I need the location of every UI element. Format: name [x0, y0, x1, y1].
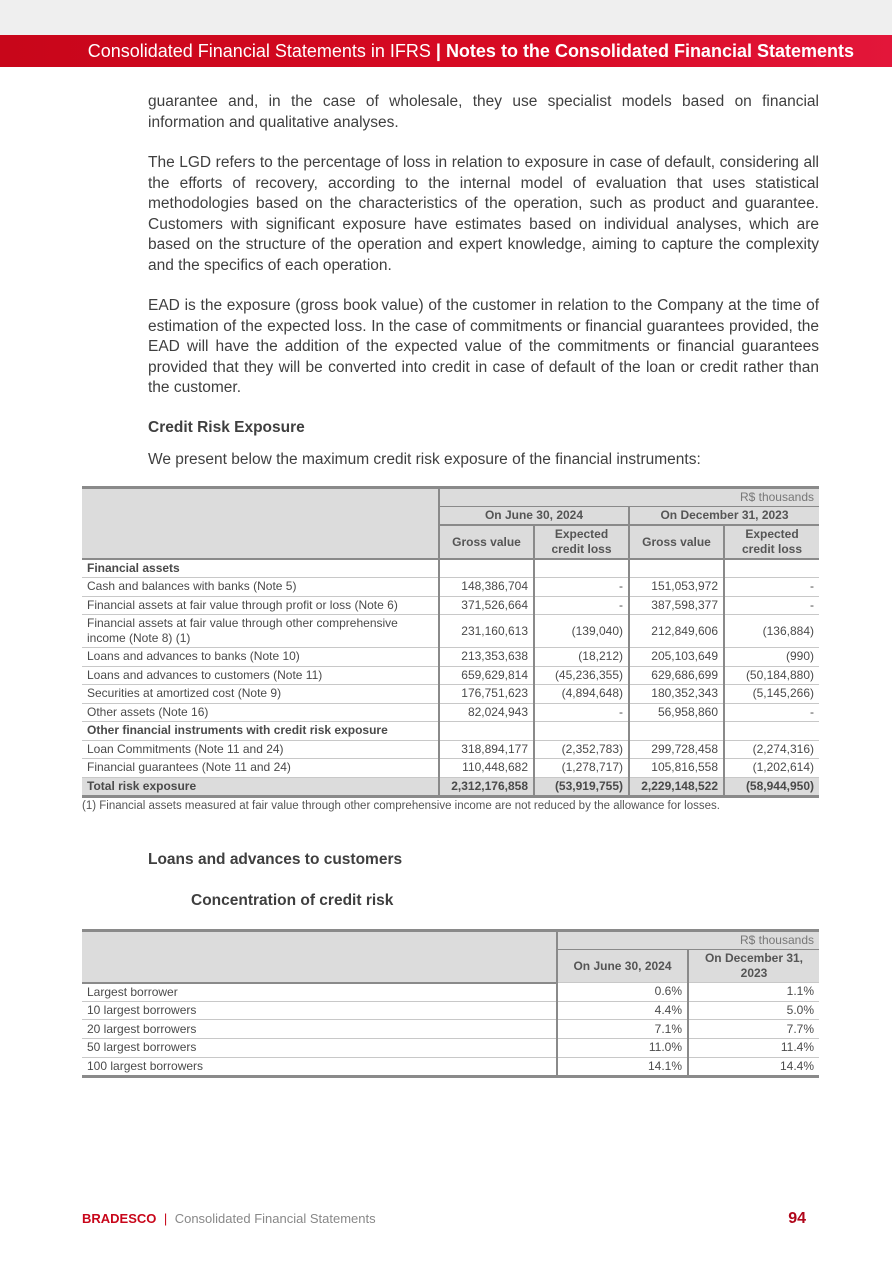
total-row — [82, 777, 819, 796]
row-label: Financial guarantees (Note 11 and 24) — [82, 759, 439, 778]
cell: (50,184,880) — [724, 666, 819, 685]
cell: 387,598,377 — [629, 596, 724, 615]
cell: 7.7% — [688, 1020, 819, 1039]
cell: 14.1% — [557, 1057, 688, 1076]
cell — [439, 722, 534, 741]
cell: (136,884) — [724, 615, 819, 648]
header-title: Notes to the Consolidated Financial Statements — [445, 40, 854, 61]
row-label: 100 largest borrowers — [82, 1057, 557, 1076]
page-number: 94 — [788, 1210, 806, 1227]
cell — [534, 722, 629, 741]
footer-separator: | — [163, 1211, 168, 1226]
cell: 11.4% — [688, 1039, 819, 1058]
concentration-table — [82, 929, 819, 1078]
cell: - — [724, 596, 819, 615]
cell: 205,103,649 — [629, 648, 724, 667]
cell: (18,212) — [534, 648, 629, 667]
concentration-table-wrap — [82, 929, 819, 1078]
cell: (1,202,614) — [724, 759, 819, 778]
footer-text: Consolidated Financial Statements — [174, 1211, 376, 1226]
cell: - — [534, 596, 629, 615]
cell: 213,353,638 — [439, 648, 534, 667]
unit-label: R$ thousands — [439, 488, 819, 507]
cell: (4,894,648) — [534, 685, 629, 704]
table-row — [82, 685, 819, 704]
table-row — [82, 578, 819, 597]
paragraph-wholesale: guarantee and, in the case of wholesale, they use specialist models based on financial information and qualitative analyses. — [148, 93, 819, 131]
cell: 212,849,606 — [629, 615, 724, 648]
cell: 659,629,814 — [439, 666, 534, 685]
table-row — [82, 596, 819, 615]
table-row — [82, 1001, 819, 1020]
cell: 299,728,458 — [629, 740, 724, 759]
page-footer — [82, 1210, 806, 1228]
cell: (139,040) — [534, 615, 629, 648]
cell: 318,894,177 — [439, 740, 534, 759]
row-label: Financial assets at fair value through other comprehensive income (Note 8) (1) — [82, 615, 439, 648]
paragraph-lgd: The LGD refers to the percentage of loss in relation to exposure in case of default, considering all the efforts of recovery, according to the internal model of evaluation that uses statistical methodologies based on the characteristics of the operation, such as product and guarantee. Customers with significant exposure have estimates based on individual analyses, which are based on the structure of the operation and expert knowledge, aiming to capture the complexity and the specifics of each operation. — [148, 154, 819, 274]
credit-risk-exposure-table-wrap — [82, 486, 819, 812]
table-row — [82, 759, 819, 778]
cell — [629, 722, 724, 741]
cell: 2,312,176,858 — [439, 777, 534, 796]
row-label: Securities at amortized cost (Note 9) — [82, 685, 439, 704]
cell: (1,278,717) — [534, 759, 629, 778]
cell: (2,274,316) — [724, 740, 819, 759]
cell: (58,944,950) — [724, 777, 819, 796]
cell: 180,352,343 — [629, 685, 724, 704]
table-row — [82, 1057, 819, 1076]
table-footnote: (1) Financial assets measured at fair value through other comprehensive income are not reduced by the allowance for losses. — [82, 799, 720, 812]
cell: 14.4% — [688, 1057, 819, 1076]
cell: (2,352,783) — [534, 740, 629, 759]
footer-brand: BRADESCO — [82, 1211, 157, 1226]
period-header-2: On December 31, 2023 — [629, 507, 819, 526]
cell: 148,386,704 — [439, 578, 534, 597]
cell: 1.1% — [688, 983, 819, 1002]
credit-risk-exposure-table — [82, 486, 819, 798]
header-blank — [82, 931, 557, 983]
body-text — [148, 92, 819, 490]
col-ecl-2: Expected credit loss — [724, 525, 819, 559]
header-blank — [82, 488, 439, 560]
cell: (990) — [724, 648, 819, 667]
cell: 5.0% — [688, 1001, 819, 1020]
row-label: Loan Commitments (Note 11 and 24) — [82, 740, 439, 759]
table-row — [82, 615, 819, 648]
row-label: Loans and advances to customers (Note 11) — [82, 666, 439, 685]
credit-risk-intro: We present below the maximum credit risk exposure of the financial instruments: — [148, 450, 701, 468]
cell: (53,919,755) — [534, 777, 629, 796]
cell — [439, 559, 534, 578]
row-label: Cash and balances with banks (Note 5) — [82, 578, 439, 597]
row-label: Financial assets at fair value through profit or loss (Note 6) — [82, 596, 439, 615]
cell: 110,448,682 — [439, 759, 534, 778]
cell: 56,958,860 — [629, 703, 724, 722]
cell: 7.1% — [557, 1020, 688, 1039]
loans-heading: Loans and advances to customers — [148, 851, 403, 868]
cell: 231,160,613 — [439, 615, 534, 648]
cell: 151,053,972 — [629, 578, 724, 597]
cell: 11.0% — [557, 1039, 688, 1058]
period-header-1: On June 30, 2024 — [557, 950, 688, 983]
header-section: Consolidated Financial Statements in IFRS — [87, 40, 431, 61]
cell: (5,145,266) — [724, 685, 819, 704]
cell: (45,236,355) — [534, 666, 629, 685]
table-row — [82, 666, 819, 685]
table-row — [82, 983, 819, 1002]
row-label: Financial assets — [82, 559, 439, 578]
header-separator: | — [435, 40, 441, 61]
cell: 2,229,148,522 — [629, 777, 724, 796]
row-label: 50 largest borrowers — [82, 1039, 557, 1058]
cell: - — [724, 703, 819, 722]
paragraph-ead: EAD is the exposure (gross book value) of the customer in relation to the Company at the time of estimation of the expected loss. In the case of commitments or financial guarantees provided, the EAD will have the addition of the expected value of the commitments or financial guarantees provided that they will be converted into credit in case of default of the loan or credit rather than the customer. — [148, 297, 819, 396]
table-row — [82, 1039, 819, 1058]
cell — [534, 559, 629, 578]
row-label: Loans and advances to banks (Note 10) — [82, 648, 439, 667]
col-gross-2: Gross value — [629, 525, 724, 559]
page-header-banner — [0, 35, 892, 67]
cell: 82,024,943 — [439, 703, 534, 722]
cell: 176,751,623 — [439, 685, 534, 704]
total-label: Total risk exposure — [82, 777, 439, 796]
cell: 0.6% — [557, 983, 688, 1002]
top-strip — [0, 0, 892, 35]
cell: - — [534, 578, 629, 597]
cell: 371,526,664 — [439, 596, 534, 615]
row-label: Other assets (Note 16) — [82, 703, 439, 722]
cell: - — [724, 578, 819, 597]
row-label: Largest borrower — [82, 983, 557, 1002]
table-row — [82, 648, 819, 667]
credit-risk-heading: Credit Risk Exposure — [148, 418, 305, 436]
table-row — [82, 703, 819, 722]
cell — [629, 559, 724, 578]
row-label: Other financial instruments with credit risk exposure — [82, 722, 439, 741]
table-row — [82, 722, 819, 741]
table-row — [82, 740, 819, 759]
row-label: 20 largest borrowers — [82, 1020, 557, 1039]
period-header-2: On December 31, 2023 — [688, 950, 819, 983]
col-gross-1: Gross value — [439, 525, 534, 559]
col-ecl-1: Expected credit loss — [534, 525, 629, 559]
table-row — [82, 559, 819, 578]
table-row — [82, 1020, 819, 1039]
cell: - — [534, 703, 629, 722]
unit-label: R$ thousands — [557, 931, 819, 950]
period-header-1: On June 30, 2024 — [439, 507, 629, 526]
concentration-heading: Concentration of credit risk — [191, 892, 394, 909]
cell: 4.4% — [557, 1001, 688, 1020]
row-label: 10 largest borrowers — [82, 1001, 557, 1020]
cell — [724, 722, 819, 741]
cell: 105,816,558 — [629, 759, 724, 778]
cell — [724, 559, 819, 578]
cell: 629,686,699 — [629, 666, 724, 685]
